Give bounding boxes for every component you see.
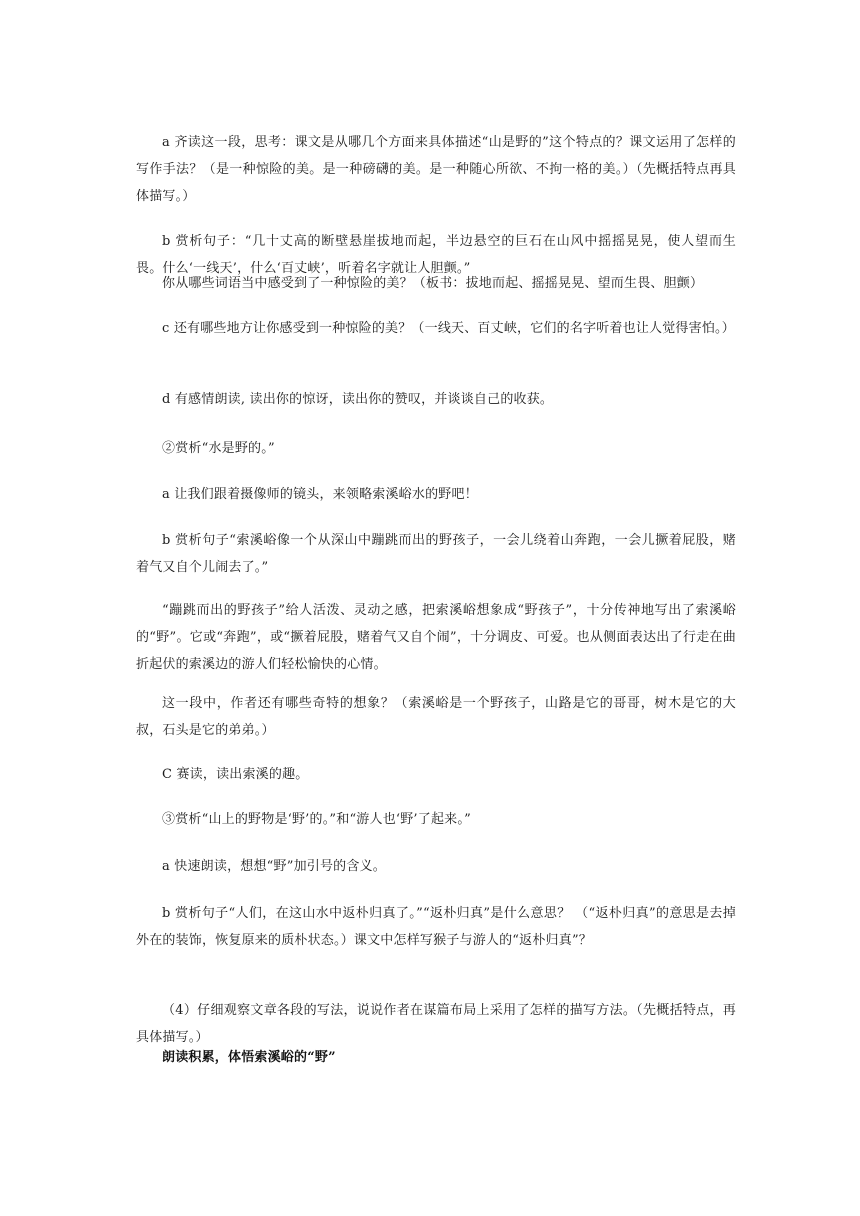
- paragraph-14: b 赏析句子“人们，在这山水中返朴归真了。”“返朴归真”是什么意思？ （“返朴归真”的意思是去掉外在的装饰，恢复原来的质朴状态。）课文中怎样写猴子与游人的“返朴归真”？: [136, 906, 736, 948]
- paragraph-15: （4）仔细观察文章各段的写法，说说作者在谋篇布局上采用了怎样的描写方法。（先概括特点，再具体描写。）: [136, 1003, 736, 1045]
- paragraph-13: a 快速朗读，想想“野”加引号的含义。: [162, 859, 386, 874]
- paragraph-11: C 赛读，读出索溪的趣。: [162, 767, 309, 782]
- paragraph-5: d 有感情朗读, 读出你的惊讶，读出你的赞叹，并谈谈自己的收获。: [162, 392, 554, 407]
- paragraph-3: 你从哪些词语当中感受到了一种惊险的美？（板书：拔地而起、摇摇晃晃、望而生畏、胆颤）: [162, 276, 704, 291]
- paragraph-7: a 让我们跟着摄像师的镜头，来领略索溪峪水的野吧！: [162, 487, 478, 502]
- paragraph-4: c 还有哪些地方让你感受到一种惊险的美？（一线天、百丈峡，它们的名字听着也让人觉得害怕。）: [162, 321, 735, 336]
- section-heading: 朗读积累，体悟索溪峪的“野”: [162, 1050, 336, 1065]
- paragraph-8: b 赏析句子“索溪峪像一个从深山中蹦跳而出的野孩子，一会儿绕着山奔跑，一会儿撅着屁股，赌着气又自个儿闹去了。”: [136, 533, 736, 575]
- paragraph-2: b 赏析句子：“几十丈高的断壁悬崖拔地而起，半边悬空的巨石在山风中摇摇晃晃，使人望而生畏。什么‘一线天’，什么‘百丈峡’，听着名字就让人胆颤。”: [136, 234, 736, 276]
- paragraph-6: ②赏析“水是野的。”: [162, 441, 275, 456]
- paragraph-12: ③赏析“山上的野物是‘野’的。”和“游人也‘野’了起来。”: [162, 812, 471, 827]
- paragraph-9: “蹦跳而出的野孩子”给人活泼、灵动之感，把索溪峪想象成“野孩子”，十分传神地写出了索溪峪的“野”。它或“奔跑”，或“撅着屁股，赌着气又自个闹”，十分调皮、可爱。也从侧面表达出了行走在曲折起伏的索溪边的游人们轻松愉快的心情。: [136, 603, 736, 672]
- paragraph-10: 这一段中，作者还有哪些奇特的想象？（索溪峪是一个野孩子，山路是它的哥哥，树木是它的大叔，石头是它的弟弟。）: [136, 696, 736, 738]
- paragraph-1: a 齐读这一段，思考：课文是从哪几个方面来具体描述“山是野的”这个特点的？课文运用了怎样的写作手法？（是一种惊险的美。是一种磅礴的美。是一种随心所欲、不拘一格的美。）（先概括特点再具体描写。）: [136, 135, 736, 204]
